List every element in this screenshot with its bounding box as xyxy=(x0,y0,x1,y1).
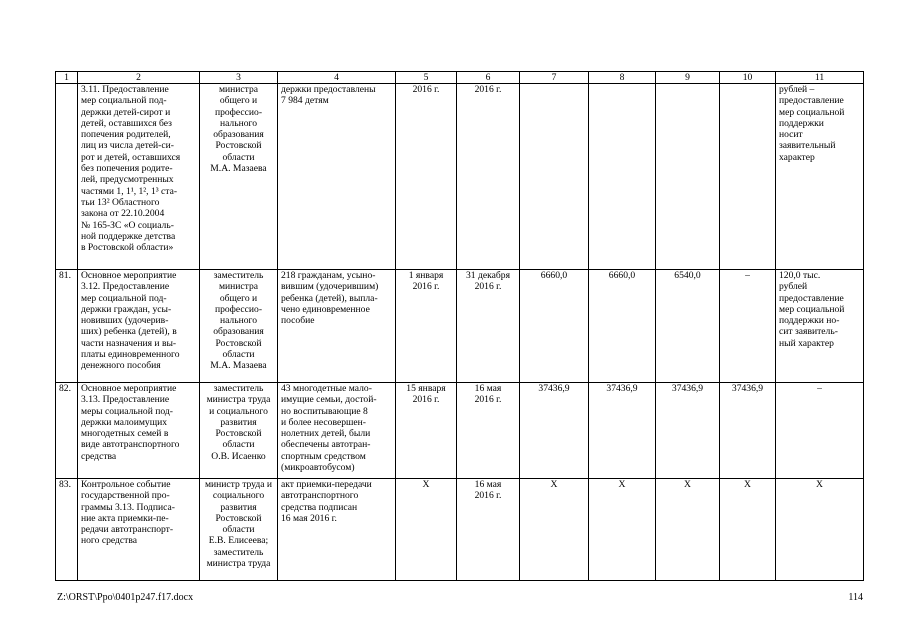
cell-line: Ростовской xyxy=(215,428,262,440)
cell-line: денежного пособия xyxy=(81,360,161,372)
cell-line: автотранспортного xyxy=(281,490,359,502)
cell-line: новивших (удочерив- xyxy=(81,315,169,327)
cell-col-2 xyxy=(78,479,200,581)
column-header-6: 6 xyxy=(457,72,520,84)
cell-col-3 xyxy=(200,84,278,270)
cell-col-9: 37436,9 xyxy=(656,383,720,479)
cell-line: детей, оставшихся без xyxy=(81,117,172,129)
cell-col-8: Х xyxy=(589,479,656,581)
cell-col-6 xyxy=(457,479,520,581)
cell-line: ного средства xyxy=(81,535,138,547)
cell-line: Ростовской xyxy=(215,512,262,524)
cell-line: 1 января xyxy=(408,270,444,281)
column-header-8: 8 xyxy=(589,72,656,84)
cell-col-1 xyxy=(56,84,78,270)
cell-col-3 xyxy=(200,383,278,479)
cell-line: министра xyxy=(218,84,259,95)
cell-col-1: 81. xyxy=(56,270,78,383)
cell-line: 2016 г. xyxy=(474,281,502,293)
cell-line: области xyxy=(222,524,255,536)
cell-line: 43 многодетные мало- xyxy=(281,383,372,394)
cell-col-11 xyxy=(776,383,864,479)
cell-line: редачи автотранспорт- xyxy=(81,524,174,536)
cell-line: рублей – xyxy=(779,84,815,95)
cell-line: 218 гражданам, усыно- xyxy=(281,270,376,281)
cell-line: граммы 3.13. Подписа- xyxy=(81,501,175,513)
table-row xyxy=(56,479,864,581)
cell-line: области xyxy=(222,439,255,451)
cell-col-10: Х xyxy=(720,479,776,581)
cell-line: без попечения родите- xyxy=(81,163,173,175)
column-header-3: 3 xyxy=(200,72,278,84)
program-table xyxy=(55,71,864,581)
cell-line: Ростовской xyxy=(215,140,262,152)
cell-col-2 xyxy=(78,84,200,270)
cell-line: держки малоимущих xyxy=(81,416,168,428)
column-header-2: 2 xyxy=(78,72,200,84)
cell-line: 2016 г. xyxy=(474,394,502,406)
cell-line: закона от 22.10.2004 xyxy=(81,208,165,220)
cell-line: образования xyxy=(213,326,264,338)
cell-line: и социального xyxy=(209,405,268,417)
cell-line: лиц из числа детей-си- xyxy=(81,140,174,152)
cell-line: мер социальной xyxy=(779,303,845,315)
column-header-1: 1 xyxy=(56,72,78,84)
cell-line: Основное мероприятие xyxy=(81,383,177,394)
cell-line: 16 мая 2016 г. xyxy=(281,512,337,524)
cell-line: 3.13. Предоставление xyxy=(81,394,170,406)
cell-line: области xyxy=(222,151,255,163)
cell-line: 16 мая xyxy=(474,383,502,394)
cell-line: характер xyxy=(779,151,815,163)
cell-col-3 xyxy=(200,270,278,383)
cell-line: министра xyxy=(218,281,259,293)
cell-line: – xyxy=(817,383,822,394)
cell-line: предоставление xyxy=(779,95,844,107)
cell-line: М.А. Мазаева xyxy=(210,360,267,372)
cell-line: государственной про- xyxy=(81,490,170,502)
cell-line: профессио- xyxy=(214,106,263,118)
cell-line: развития xyxy=(220,416,257,428)
cell-line: ной поддержке детства xyxy=(81,230,176,242)
cell-col-11 xyxy=(776,479,864,581)
cell-line: акт приемки-передачи xyxy=(281,479,372,490)
cell-line: М.А. Мазаева xyxy=(210,163,267,175)
cell-col-1: 82. xyxy=(56,383,78,479)
cell-col-7: 6660,0 xyxy=(520,270,589,383)
cell-line: общего и xyxy=(219,292,258,304)
cell-col-4 xyxy=(278,383,396,479)
cell-line: ребенка (детей), выпла- xyxy=(281,292,378,304)
cell-col-11 xyxy=(776,270,864,383)
cell-line: социального xyxy=(212,490,265,502)
cell-line: 3.11. Предоставление xyxy=(81,84,169,95)
cell-line: заместитель xyxy=(213,546,264,558)
cell-col-4 xyxy=(278,270,396,383)
cell-line: чено единовременное xyxy=(281,303,370,315)
cell-line: заместитель xyxy=(213,383,264,394)
cell-line: 31 декабря xyxy=(466,270,510,281)
cell-line: ших) ребенка (детей), в xyxy=(81,326,177,338)
cell-line: в Ростовской области» xyxy=(81,242,174,254)
cell-line: многодетных семей в xyxy=(81,428,169,440)
cell-line: вившим (удочерившим) xyxy=(281,281,379,293)
header-row xyxy=(56,72,864,84)
cell-col-7: 37436,9 xyxy=(520,383,589,479)
cell-line: средства подписан xyxy=(281,501,358,513)
cell-line: (микроавтобусом) xyxy=(281,462,355,474)
cell-line: Контрольное событие xyxy=(81,479,171,490)
cell-col-11 xyxy=(776,84,864,270)
column-header-11: 11 xyxy=(776,72,864,84)
cell-line: Х xyxy=(816,479,823,490)
column-header-4: 4 xyxy=(278,72,396,84)
cell-col-10 xyxy=(720,84,776,270)
cell-line: носит xyxy=(779,129,803,141)
cell-line: поддержки xyxy=(779,117,824,129)
cell-line: 2016 г. xyxy=(412,84,440,95)
cell-line: 7 984 детям xyxy=(281,95,329,107)
cell-line: нального xyxy=(219,117,258,129)
cell-col-5 xyxy=(396,270,457,383)
cell-line: развития xyxy=(220,501,257,513)
cell-line: 3.12. Предоставление xyxy=(81,281,170,293)
cell-line: держки детей-сирот и xyxy=(81,106,171,118)
cell-line: области xyxy=(222,349,255,361)
cell-col-1: 83. xyxy=(56,479,78,581)
table-row xyxy=(56,84,864,270)
cell-col-7 xyxy=(520,84,589,270)
cell-col-4 xyxy=(278,479,396,581)
cell-line: министра труда xyxy=(206,394,271,406)
table-row xyxy=(56,383,864,479)
cell-line: министра труда xyxy=(206,558,271,570)
cell-col-10: – xyxy=(720,270,776,383)
cell-line: № 165-ЗС «О социаль- xyxy=(81,219,174,231)
cell-line: тьи 13² Областного xyxy=(81,196,160,208)
cell-line: виде автотранспортного xyxy=(81,439,180,451)
cell-line: профессио- xyxy=(214,303,263,315)
cell-line: пособие xyxy=(281,315,315,327)
cell-line: заместитель xyxy=(213,270,264,281)
page-number: 114 xyxy=(848,592,863,603)
cell-line: образования xyxy=(213,129,264,141)
cell-line: 2016 г. xyxy=(412,281,440,293)
cell-col-9 xyxy=(656,84,720,270)
cell-col-8: 6660,0 xyxy=(589,270,656,383)
cell-line: Ростовской xyxy=(215,337,262,349)
cell-col-9: 6540,0 xyxy=(656,270,720,383)
cell-col-3 xyxy=(200,479,278,581)
cell-line: поддержки но- xyxy=(779,315,840,327)
cell-line: 120,0 тыс. xyxy=(779,270,821,281)
cell-col-8: 37436,9 xyxy=(589,383,656,479)
cell-line: ный характер xyxy=(779,337,834,349)
cell-line: заявительный xyxy=(779,140,836,152)
cell-line: лей, предусмотренных xyxy=(81,174,174,186)
cell-line: Основное мероприятие xyxy=(81,270,177,281)
cell-line: министр труда и xyxy=(204,479,273,490)
cell-line: общего и xyxy=(219,95,258,107)
cell-line: меры социальной под- xyxy=(81,405,173,417)
cell-col-6 xyxy=(457,84,520,270)
cell-line: рот и детей, оставшихся xyxy=(81,151,181,163)
cell-col-6 xyxy=(457,383,520,479)
cell-line: мер социальной под- xyxy=(81,95,167,107)
column-header-5: 5 xyxy=(396,72,457,84)
cell-line: рублей xyxy=(779,281,808,293)
cell-col-2 xyxy=(78,383,200,479)
cell-line: имущие семьи, достой- xyxy=(281,394,377,406)
cell-line: ние акта приемки-пе- xyxy=(81,512,169,524)
cell-line: частями 1, 1¹, 1², 1³ ста- xyxy=(81,185,178,197)
cell-line: и более несовершен- xyxy=(281,416,366,428)
cell-line: предоставление xyxy=(779,292,844,304)
cell-line: спортным средством xyxy=(281,450,366,462)
cell-line: платы единовременного xyxy=(81,349,180,361)
column-header-10: 10 xyxy=(720,72,776,84)
cell-line: 2016 г. xyxy=(474,490,502,502)
cell-line: средства xyxy=(81,450,117,462)
cell-line: обеспечены автотран- xyxy=(281,439,371,451)
cell-line: попечения родителей, xyxy=(81,129,171,141)
cell-col-5 xyxy=(396,84,457,270)
cell-line: 2016 г. xyxy=(412,394,440,406)
cell-col-4 xyxy=(278,84,396,270)
file-path: Z:\ORST\Ppo\0401p247.f17.docx xyxy=(57,592,194,603)
cell-line: 16 мая xyxy=(474,479,502,490)
column-header-7: 7 xyxy=(520,72,589,84)
cell-col-8 xyxy=(589,84,656,270)
cell-line: Х xyxy=(422,479,430,490)
cell-col-10: 37436,9 xyxy=(720,383,776,479)
cell-line: нального xyxy=(219,315,258,327)
cell-col-5 xyxy=(396,383,457,479)
cell-line: сит заявитель- xyxy=(779,326,838,338)
column-header-9: 9 xyxy=(656,72,720,84)
cell-line: О.В. Исаенко xyxy=(211,450,266,462)
cell-col-6 xyxy=(457,270,520,383)
cell-line: но воспитывающие 8 xyxy=(281,405,368,417)
cell-line: 2016 г. xyxy=(474,84,502,95)
cell-col-2 xyxy=(78,270,200,383)
cell-col-7: Х xyxy=(520,479,589,581)
cell-line: мер социальной под- xyxy=(81,292,167,304)
cell-line: Е.В. Елисеева; xyxy=(208,535,269,547)
cell-line: нолетних детей, были xyxy=(281,428,371,440)
cell-line: держки граждан, усы- xyxy=(81,303,172,315)
cell-line: 15 января xyxy=(406,383,446,394)
table-row xyxy=(56,270,864,383)
cell-line: мер социальной xyxy=(779,106,845,118)
cell-line: части назначения и вы- xyxy=(81,337,177,349)
cell-col-5 xyxy=(396,479,457,581)
cell-line: держки предоставлены xyxy=(281,84,376,95)
cell-col-9: Х xyxy=(656,479,720,581)
